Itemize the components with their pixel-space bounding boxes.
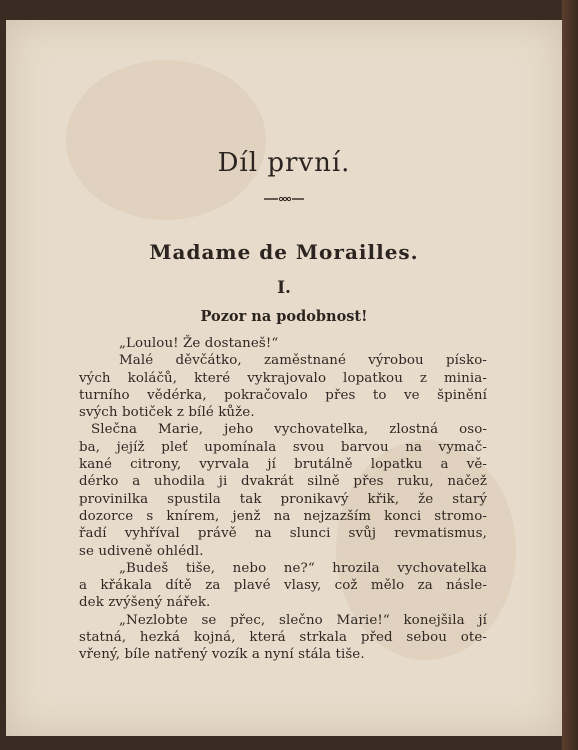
- chapter-number: I.: [277, 278, 291, 298]
- text-line: „Budeš tiše, nebo ne?“ hrozila vychovatelka: [119, 560, 487, 576]
- body-text: [79, 335, 487, 664]
- text-line: vřený, bíle natřený vozík a nyní stála tiše.: [79, 647, 365, 663]
- text-line: kané citrony, vyrvala jí brutálně lopatku a vě-: [79, 457, 487, 473]
- book-spine: [562, 0, 578, 750]
- text-line: řadí vyhříval právě na slunci svůj revmatismus,: [79, 526, 487, 542]
- chapter-title: Pozor na podobnost!: [200, 308, 368, 325]
- text-line: Slečna Marie, jeho vychovatelka, zlostná oso-: [91, 422, 487, 438]
- text-line: „Nezlobte se přec, slečno Marie!“ konejšila jí: [119, 612, 487, 628]
- text-line: ba, jejíž pleť upomínala svou barvou na vymač-: [79, 439, 487, 455]
- book-page: [6, 20, 562, 736]
- text-line: provinilka spustila tak pronikavý křik, že starý: [79, 491, 487, 507]
- text-line: „Loulou! Že dostaneš!“: [119, 336, 279, 351]
- text-line: a křákala dítě za plavé vlasy, což mělo za násle-: [79, 578, 487, 594]
- text-line: Malé děvčátko, zaměstnané výrobou písko-: [119, 353, 487, 369]
- text-line: dek zvýšený nářek.: [79, 595, 211, 611]
- text-line: turního vědérka, pokračovalo přes to ve špinění: [79, 387, 487, 403]
- part-title: Díl první.: [217, 148, 351, 178]
- text-line: vých koláčů, které vykrajovalo lopatkou z minia-: [79, 370, 487, 386]
- text-line: statná, hezká kojná, která strkala před sebou ote-: [79, 630, 487, 646]
- text-line: dérko a uhodila ji dvakrát silně přes ruku, načež: [79, 474, 487, 490]
- ornament-divider: [264, 196, 304, 202]
- text-line: svých botiček z bílé kůže.: [79, 405, 255, 421]
- text-line: dozorce s knírem, jenž na nejzazším konci stromo-: [79, 508, 487, 524]
- text-line: se udiveně ohlédl.: [79, 543, 204, 559]
- book-subtitle: Madame de Morailles.: [149, 240, 419, 264]
